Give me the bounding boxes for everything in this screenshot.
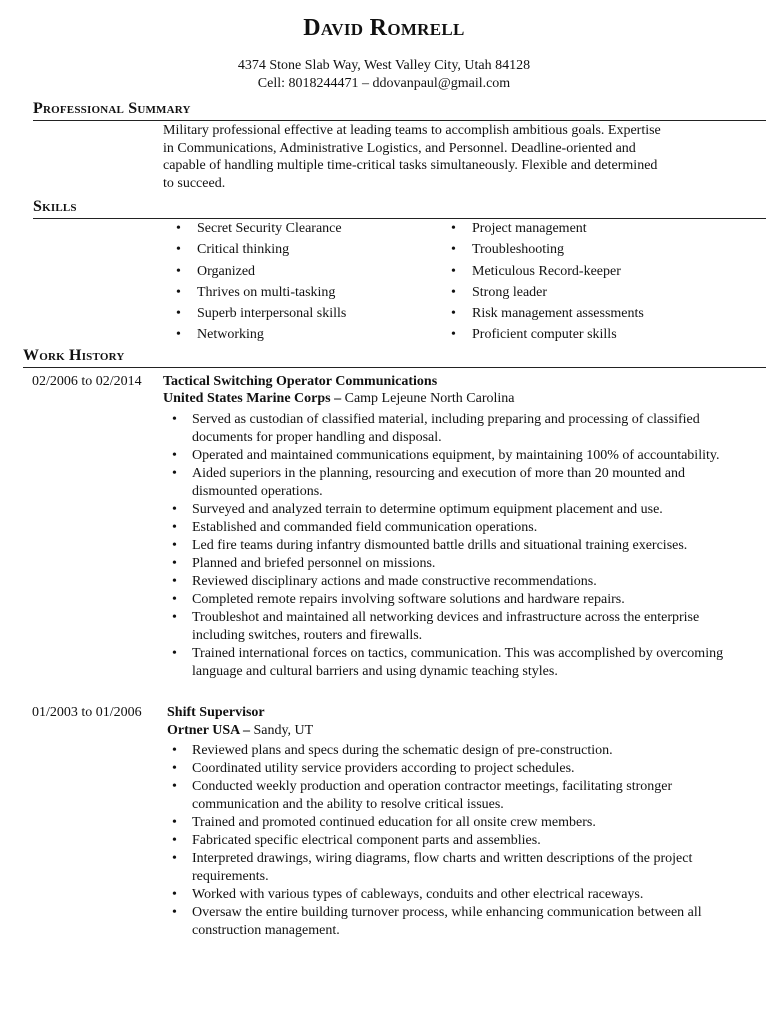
address-line: 4374 Stone Slab Way, West Valley City, Utah 84128 — [237, 58, 531, 73]
duty-text: Reviewed plans and specs during the schematic design of pre-construction. — [192, 743, 613, 758]
skill-label: Organized — [197, 263, 256, 279]
duty-text: Oversaw the entire building turnover process, while enhancing communication between all construction management. — [192, 905, 702, 938]
duty-text: Completed remote repairs involving software solutions and hardware repairs. — [192, 592, 625, 607]
work-history-heading: Work History — [23, 347, 125, 364]
company-location: Sandy, UT — [253, 723, 314, 738]
job-duties-list — [172, 411, 752, 681]
bullet-icon: • — [176, 284, 181, 300]
skill-label: Meticulous Record-keeper — [472, 263, 621, 279]
duty-item — [172, 850, 752, 886]
duty-item — [172, 886, 752, 904]
job-duties-list — [172, 742, 752, 940]
summary-line: Military professional effective at leading teams to accomplish ambitious goals. Expertise — [163, 123, 661, 138]
bullet-icon: • — [172, 556, 177, 571]
bullet-icon: • — [451, 327, 456, 343]
bullet-icon: • — [172, 592, 177, 607]
bullet-icon: • — [172, 743, 177, 758]
company-name: Ortner USA – — [167, 723, 250, 738]
contact-line: Cell: 8018244471 – ddovanpaul@gmail.com — [257, 76, 511, 91]
bullet-icon: • — [172, 887, 177, 902]
duty-text: Trained international forces on tactics, communication. This was accomplished by overcoming language and cultural barriers and using dynamic teaching styles. — [192, 646, 724, 679]
summary-divider — [33, 120, 766, 121]
duty-item — [172, 573, 752, 591]
duty-item — [172, 609, 752, 645]
skill-label: Troubleshooting — [472, 242, 565, 258]
bullet-icon: • — [172, 851, 177, 866]
job-dates: 02/2006 to 02/2014 — [32, 374, 142, 389]
duty-text: Established and commanded field communication operations. — [192, 520, 538, 535]
duty-item — [172, 832, 752, 850]
duty-text: Worked with various types of cableways, conduits and other electrical raceways. — [192, 887, 644, 902]
company-name: United States Marine Corps – — [163, 391, 342, 406]
duty-item — [172, 447, 752, 465]
job-employer — [167, 722, 313, 740]
bullet-icon: • — [172, 412, 177, 427]
bullet-icon: • — [172, 466, 177, 481]
skill-label: Thrives on multi-tasking — [197, 284, 336, 300]
bullet-icon: • — [172, 905, 177, 920]
summary-text — [163, 122, 743, 192]
bullet-icon: • — [172, 520, 177, 535]
bullet-icon: • — [172, 538, 177, 553]
duty-item — [172, 742, 752, 760]
duty-item — [172, 814, 752, 832]
duty-item — [172, 411, 752, 447]
job-employer — [163, 390, 515, 408]
duty-item — [172, 904, 752, 940]
skill-label: Risk management assessments — [472, 306, 644, 322]
bullet-icon: • — [176, 306, 181, 322]
bullet-icon: • — [451, 263, 456, 279]
bullet-icon: • — [172, 779, 177, 794]
bullet-icon: • — [172, 448, 177, 463]
duty-item — [172, 645, 752, 681]
duty-item — [172, 519, 752, 537]
bullet-icon: • — [172, 761, 177, 776]
bullet-icon: • — [172, 646, 177, 661]
bullet-icon: • — [176, 221, 181, 236]
summary-line: to succeed. — [163, 175, 226, 191]
duty-item — [172, 555, 752, 573]
duty-text: Trained and promoted continued education for all onsite crew members. — [192, 815, 596, 830]
bullet-icon: • — [176, 242, 181, 258]
duty-item — [172, 465, 752, 501]
skill-label: Project management — [472, 221, 587, 236]
job-dates: 01/2003 to 01/2006 — [32, 705, 142, 720]
company-location: Camp Lejeune North Carolina — [344, 391, 515, 406]
duty-item — [172, 778, 752, 814]
duty-text: Planned and briefed personnel on missions. — [192, 556, 436, 571]
bullet-icon: • — [176, 263, 181, 279]
duty-text: Fabricated specific electrical component parts and assemblies. — [192, 833, 541, 848]
duty-text: Surveyed and analyzed terrain to determine optimum equipment placement and use. — [192, 502, 663, 517]
bullet-icon: • — [172, 833, 177, 848]
work-history-divider — [23, 367, 766, 368]
bullet-icon: • — [172, 610, 177, 625]
bullet-icon: • — [451, 242, 456, 258]
duty-text: Operated and maintained communications equipment, by maintaining 100% of accountability. — [192, 448, 720, 463]
bullet-icon: • — [451, 221, 456, 236]
skills-divider — [33, 218, 766, 219]
bullet-icon: • — [176, 327, 181, 343]
skill-label: Proficient computer skills — [472, 327, 617, 343]
duty-item — [172, 501, 752, 519]
bullet-icon: • — [451, 306, 456, 322]
skill-label: Secret Security Clearance — [197, 221, 342, 236]
duty-text: Reviewed disciplinary actions and made constructive recommendations. — [192, 574, 597, 589]
bullet-icon: • — [172, 574, 177, 589]
bullet-icon: • — [172, 815, 177, 830]
skill-label: Strong leader — [472, 284, 548, 300]
duty-text: Served as custodian of classified material, including preparing and processing of classified documents for proper handling and disposal. — [192, 412, 700, 445]
duty-item — [172, 591, 752, 609]
duty-item — [172, 760, 752, 778]
duty-item — [172, 537, 752, 555]
summary-line: capable of handling multiple time-critical tasks simultaneously. Flexible and determined — [163, 158, 658, 173]
job-title: Shift Supervisor — [167, 705, 265, 720]
duty-text: Led fire teams during infantry dismounted battle drills and situational training exercises. — [192, 538, 688, 553]
duty-text: Conducted weekly production and operation contractor meetings, facilitating stronger communication and the ability to resolve critical issues. — [192, 779, 673, 812]
duty-text: Coordinated utility service providers according to project schedules. — [192, 761, 575, 776]
duty-text: Troubleshot and maintained all networking devices and infrastructure across the enterprise including switches, routers and firewalls. — [192, 610, 700, 643]
skill-label: Superb interpersonal skills — [197, 306, 347, 322]
skill-label: Critical thinking — [197, 242, 290, 258]
job-title: Tactical Switching Operator Communications — [163, 374, 438, 389]
skill-label: Networking — [197, 327, 264, 343]
skills-heading: Skills — [33, 198, 77, 215]
bullet-icon: • — [451, 284, 456, 300]
summary-heading: Professional Summary — [33, 100, 191, 117]
bullet-icon: • — [172, 502, 177, 517]
duty-text: Interpreted drawings, wiring diagrams, flow charts and written descriptions of the project requirements. — [192, 851, 693, 884]
candidate-name: David Romrell — [303, 15, 465, 41]
duty-text: Aided superiors in the planning, resourcing and execution of more than 20 mounted and dismounted operations. — [192, 466, 685, 499]
summary-line: in Communications, Administrative Logistics, and Personnel. Deadline-oriented and — [163, 140, 636, 156]
